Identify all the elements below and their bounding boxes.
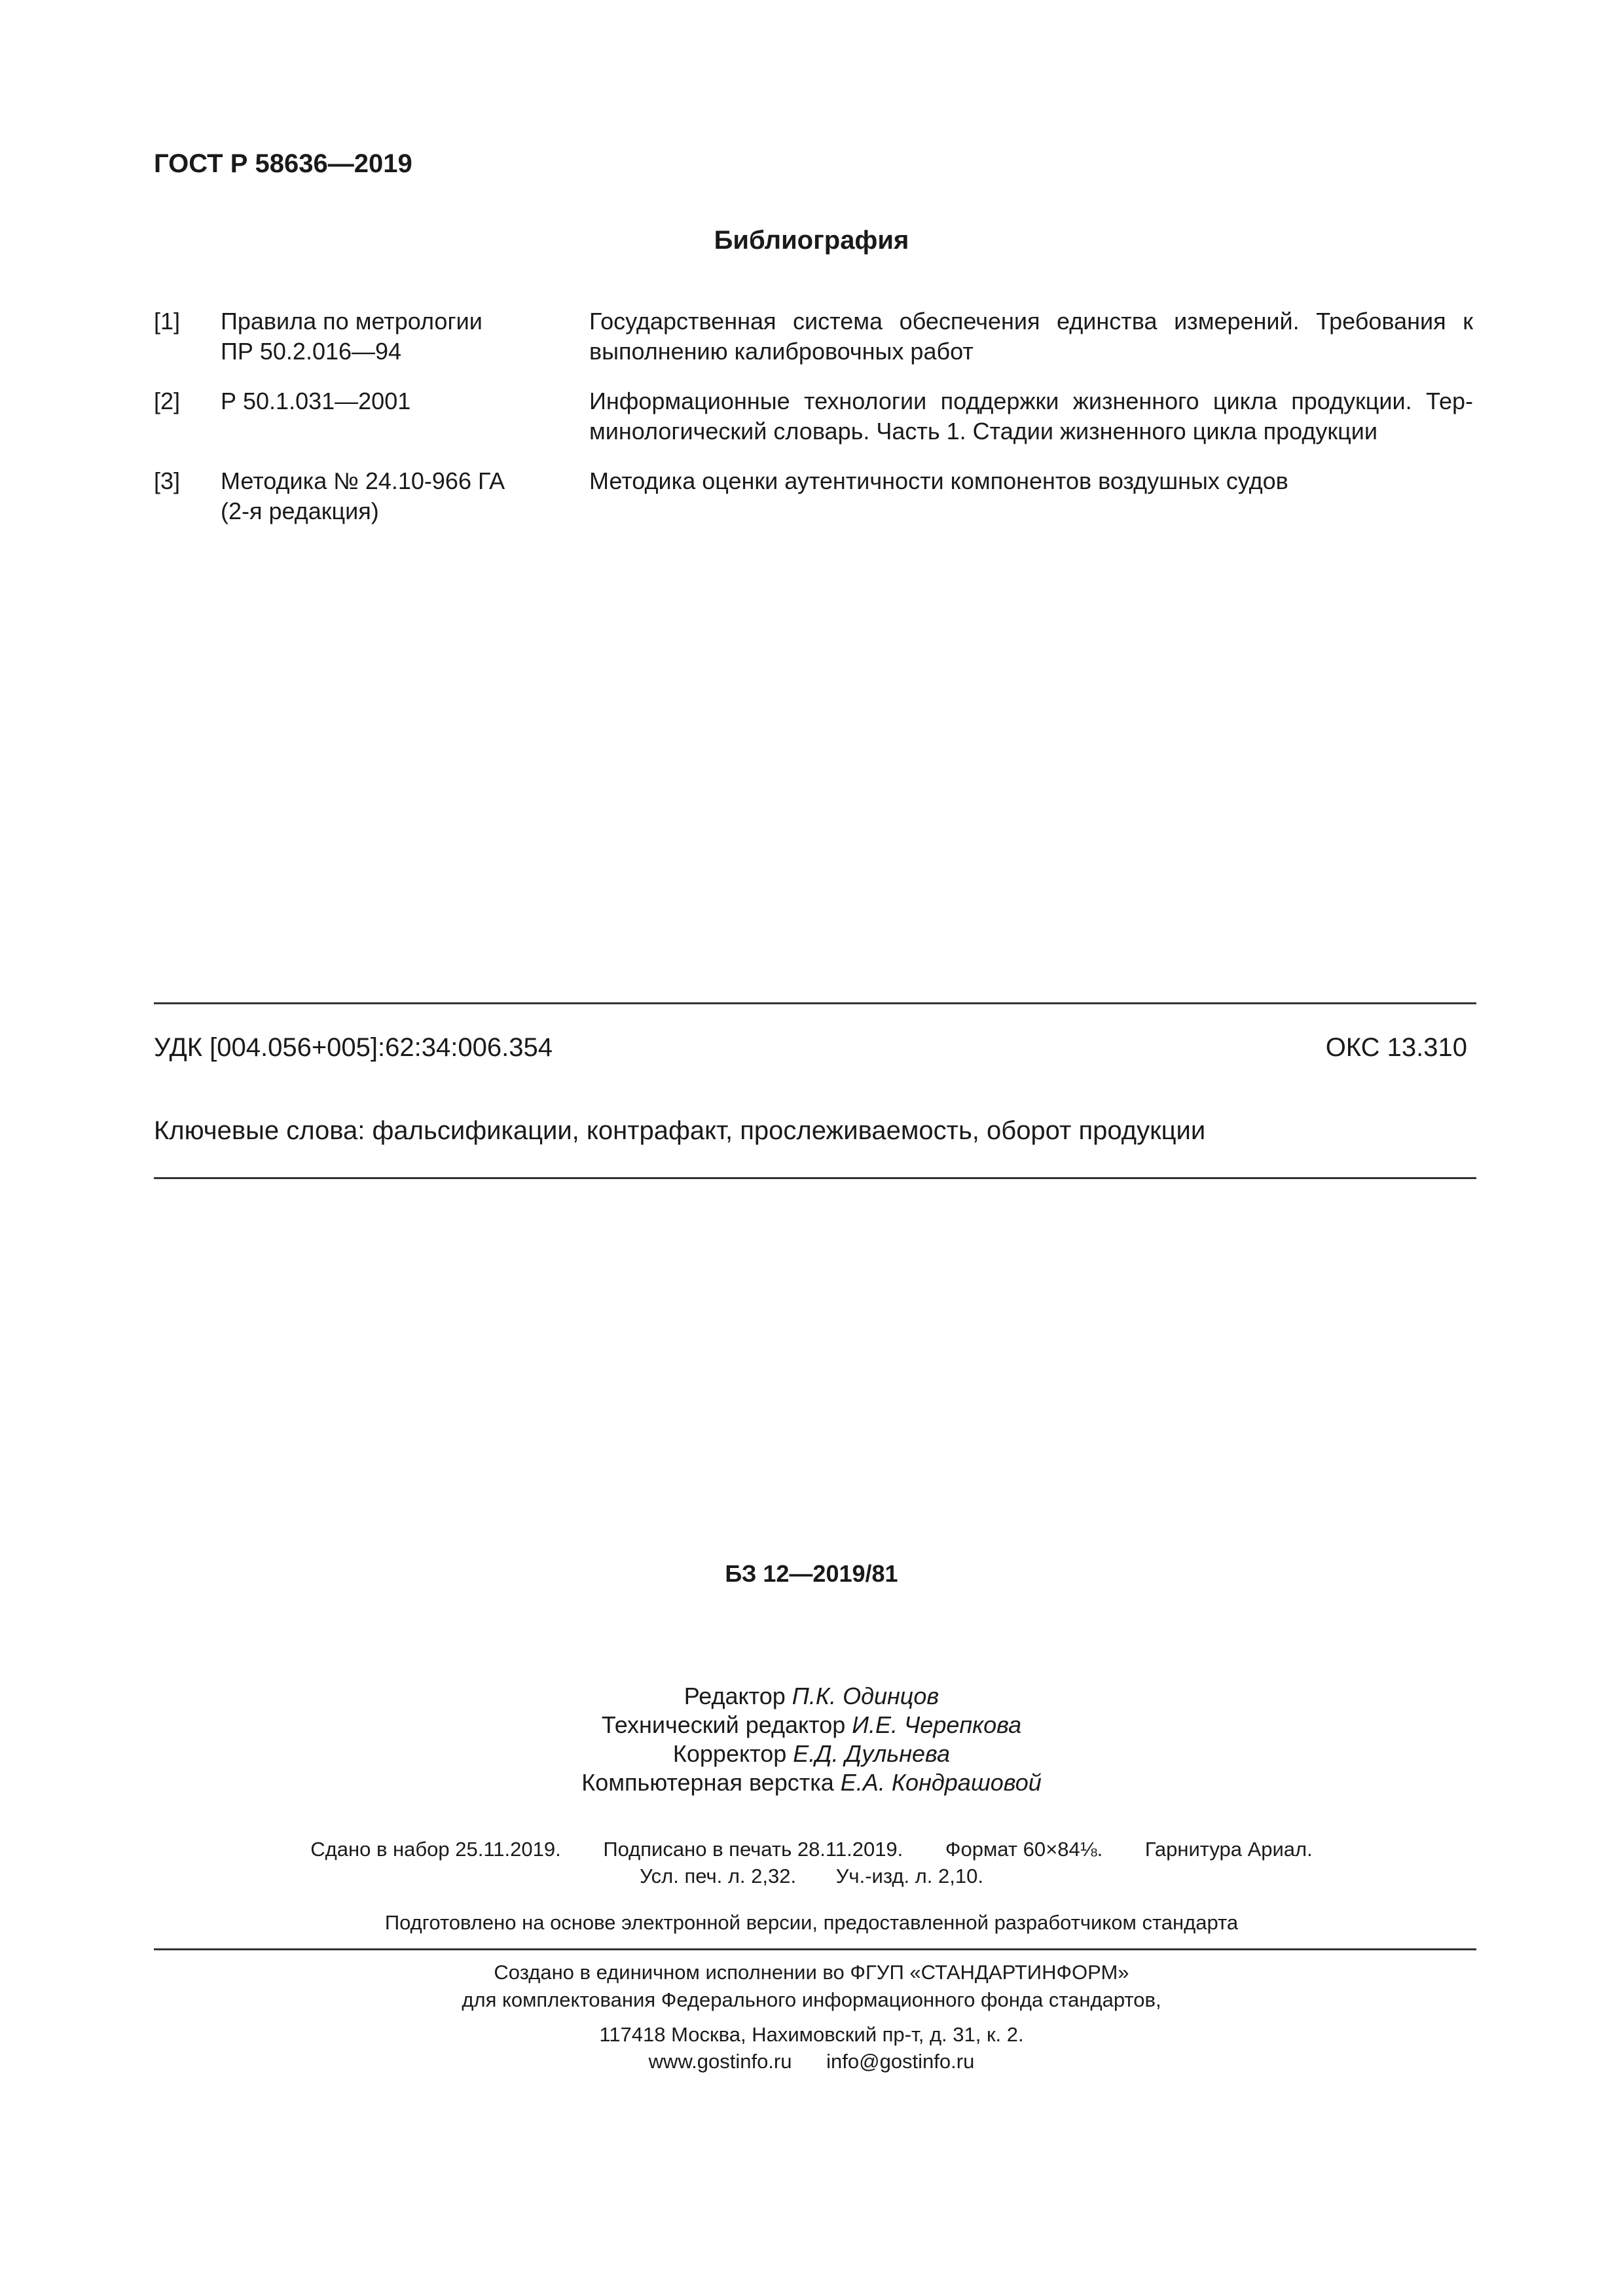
staff-label: Корректор bbox=[672, 1740, 787, 1767]
prepared-note: Подготовлено на основе электронной версии, предоставленной разработчиком стандарта bbox=[384, 1911, 1239, 1934]
keywords: Ключевые слова: фальсификации, контрафакт, прослеживаемость, оборот продукции bbox=[154, 1116, 1206, 1145]
publisher-line-2: для комплектования Федерального информационного фонда стандартов, bbox=[462, 1988, 1161, 2011]
ref-source bbox=[221, 306, 561, 367]
ref-source-line: Правила по метрологии bbox=[221, 308, 483, 335]
divider bbox=[154, 1948, 1476, 1950]
bibliography-title: Библиография bbox=[714, 226, 909, 255]
ref-source bbox=[221, 386, 561, 416]
publisher-contacts bbox=[0, 2050, 1623, 2073]
ref-number: [2] bbox=[154, 388, 181, 414]
imprint-signed: Подписано в печать 28.11.2019. bbox=[603, 1838, 903, 1861]
bz-number: БЗ 12—2019/81 bbox=[725, 1560, 898, 1587]
divider bbox=[154, 1002, 1476, 1004]
imprint-typeset: Сдано в набор 25.11.2019. bbox=[310, 1838, 561, 1861]
website-link[interactable]: www.gostinfo.ru bbox=[648, 2050, 792, 2073]
staff-label: Редактор bbox=[684, 1683, 786, 1709]
staff-label: Компьютерная верстка bbox=[581, 1769, 834, 1796]
staff-person: П.К. Одинцов bbox=[792, 1683, 939, 1709]
document-header: ГОСТ Р 58636—2019 bbox=[154, 149, 412, 178]
imprint-print-sheets: Усл. печ. л. 2,32. bbox=[640, 1865, 797, 1887]
udk-code: УДК [004.056+005]:62:34:006.354 bbox=[154, 1033, 553, 1062]
imprint-line-1 bbox=[0, 1838, 1623, 1861]
staff-person: Е.Д. Дульнева bbox=[793, 1740, 951, 1767]
staff-person: И.Е. Черепкова bbox=[852, 1711, 1022, 1738]
ref-description: Информационные технологии поддержки жизненного цикла продукции. Тер-минологический словарь. Часть 1. Стадии жизненного цикла продукции bbox=[589, 388, 1473, 445]
ref-source-line: ПР 50.2.016—94 bbox=[221, 338, 402, 365]
ref-source-line: Методика № 24.10-966 ГА bbox=[221, 467, 505, 494]
imprint-pub-sheets: Уч.-изд. л. 2,10. bbox=[835, 1865, 983, 1887]
ref-source-line: Р 50.1.031—2001 bbox=[221, 388, 411, 414]
staff-corrector bbox=[0, 1739, 1623, 1769]
oks-code: ОКС 13.310 bbox=[1325, 1033, 1467, 1062]
email-link[interactable]: info@gostinfo.ru bbox=[826, 2050, 975, 2073]
publisher-line-1: Создано в единичном исполнении во ФГУП «СТАНДАРТИНФОРМ» bbox=[494, 1961, 1129, 1984]
imprint-line-2 bbox=[0, 1865, 1623, 1888]
ref-number: [1] bbox=[154, 308, 181, 335]
ref-source bbox=[221, 466, 561, 526]
ref-number: [3] bbox=[154, 467, 181, 494]
ref-description: Государственная система обеспечения единства измерений. Требования к выполнению калибровочных работ bbox=[589, 308, 1473, 365]
staff-label: Технический редактор bbox=[601, 1711, 846, 1738]
staff-editor bbox=[0, 1681, 1623, 1711]
publisher-address: 117418 Москва, Нахимовский пр-т, д. 31, к. 2. bbox=[599, 2023, 1024, 2046]
staff-layout bbox=[0, 1768, 1623, 1798]
ref-source-line: (2-я редакция) bbox=[221, 498, 379, 524]
staff-person: Е.А. Кондрашовой bbox=[840, 1769, 1042, 1796]
imprint-typeface: Гарнитура Ариал. bbox=[1144, 1838, 1313, 1861]
ref-description: Методика оценки аутентичности компонентов воздушных судов bbox=[589, 467, 1288, 494]
staff-tech-editor bbox=[0, 1710, 1623, 1740]
divider bbox=[154, 1177, 1476, 1179]
imprint-format: Формат 60×84⅛. bbox=[945, 1838, 1103, 1861]
